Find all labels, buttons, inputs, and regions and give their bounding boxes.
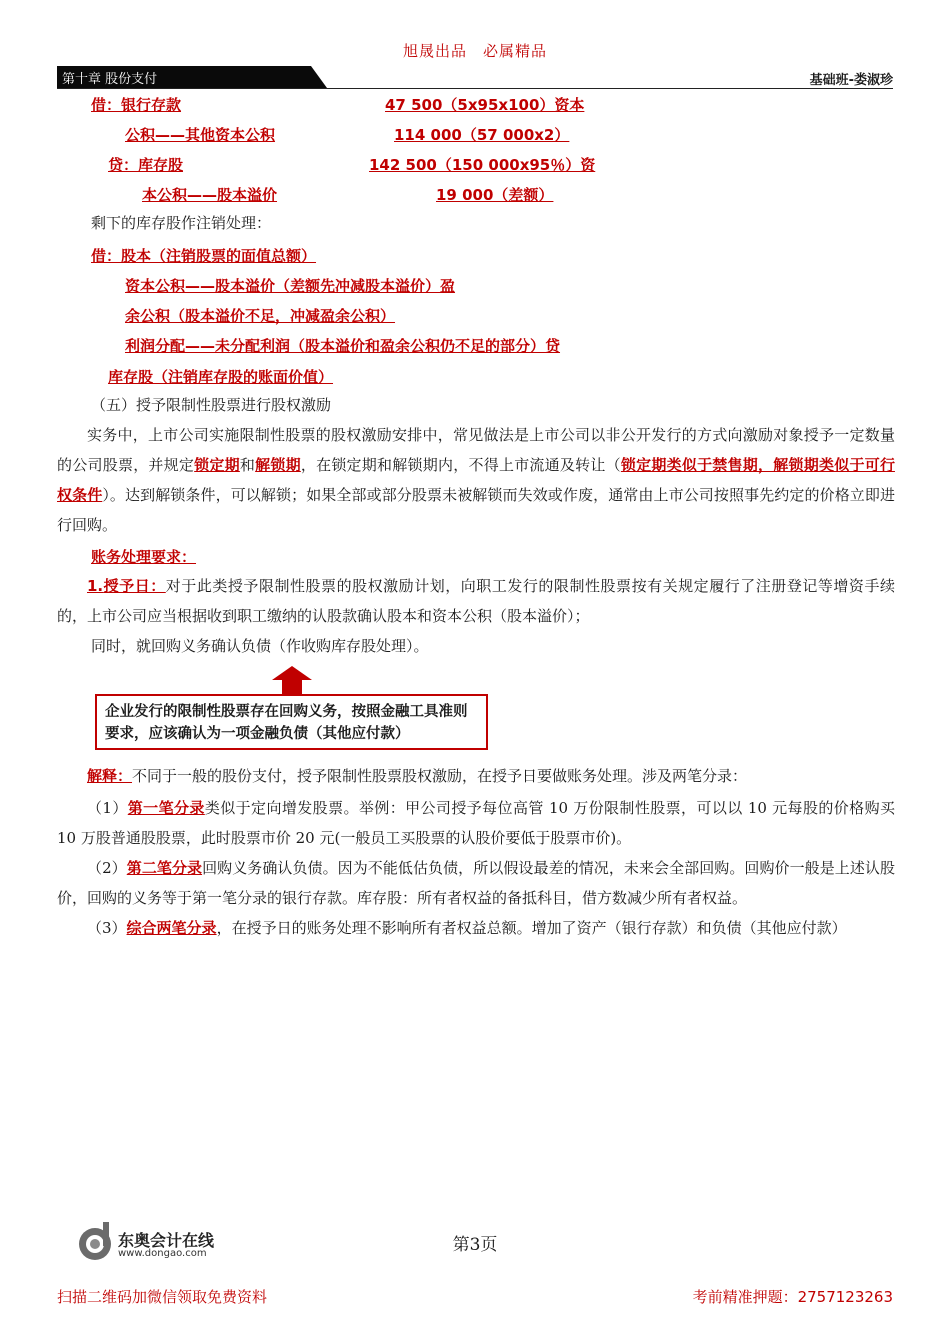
entry2-line-4: 库存股（注销库存股的账面价值）	[108, 368, 334, 386]
entry1-right-1: 114 000（57 000x2）	[394, 126, 570, 144]
item2-num: （2）	[87, 859, 127, 877]
entry1-left-3: 本公积——股本溢价	[142, 186, 278, 204]
explain-label: 解释：	[87, 767, 133, 785]
entry1-right-0: 47 500（5x95x100）资本	[385, 96, 585, 114]
logo-url: www.dongao.com	[118, 1248, 207, 1259]
logo-name: 东奥会计在线	[118, 1231, 215, 1250]
entry1-right-2: 142 500（150 000x95％）资	[369, 156, 596, 174]
course-title: 基础班-娄淑珍	[809, 73, 893, 88]
p1-c: ，在锁定期和解锁期内，不得上市流通及转让（	[300, 456, 621, 474]
accounting-title: 账务处理要求：	[91, 548, 197, 566]
item1-text: 类似于定向增发股票。举例：甲公司授予每位高管 10 万份限制性股票，可以以 10 元每股的价格购买 10 万股普通股股票，此时股票市价 20 元(一般员工买股票的认股价要低于股票市价)。	[57, 799, 895, 847]
entry1-left-1: 公积——其他资本公积	[125, 126, 276, 144]
header-divider	[57, 88, 893, 89]
page-number: 第3页	[452, 1235, 498, 1255]
keyword-lock-period: 锁定期	[194, 456, 240, 474]
explain-text: 不同于一般的股份支付，授予限制性股票股权激励，在授予日要做账务处理。涉及两笔分录：	[132, 767, 748, 785]
callout-box: 企业发行的限制性股票存在回购义务，按照金融工具准则要求，应该确认为一项金融负债（其他应付款）	[95, 694, 488, 750]
footer-left-text: 扫描二维码加微信领取免费资料	[57, 1288, 268, 1306]
item1-keyword: 第一笔分录	[127, 799, 205, 817]
item3-text: ，在授予日的账务处理不影响所有者权益总额。增加了资产（银行存款）和负债（其他应付款）	[216, 919, 847, 937]
grant-number: 1.	[87, 577, 104, 595]
footer-right-text: 考前精准押题：2757123263	[692, 1288, 893, 1306]
paragraph-lockup	[57, 420, 895, 540]
chapter-title: 第十章 股份支付	[62, 72, 158, 87]
entry2-line-3: 利润分配——未分配利润（股本溢价和盈余公积仍不足的部分）贷	[125, 337, 561, 355]
meanwhile-text: 同时，就回购义务确认负债（作收购库存股处理）。	[91, 637, 429, 655]
arrow-up-icon	[272, 666, 312, 694]
entry1-right-3: 19 000（差额）	[436, 186, 554, 204]
p1-d: ）。达到解锁条件，可以解锁；如果全部或部分股票未被解锁而失效或作废，通常由上市公司按照事先约定的价格立即进行回购。	[57, 486, 895, 534]
paragraph-explain	[57, 761, 895, 791]
keyword-analogy: 锁定期类似于禁售期，解锁期类似于可行权条件	[57, 456, 895, 504]
item3-num: （3）	[87, 919, 127, 937]
paragraph-grant-date	[57, 571, 895, 631]
grant-label: 授予日：	[103, 577, 166, 595]
entry1-left-0: 借：银行存款	[91, 96, 182, 114]
entry1-left-2: 贷：库存股	[108, 156, 184, 174]
grant-text: 对于此类授予限制性股票的股权激励计划，向职工发行的限制性股票按有关规定履行了注册登记等增资手续的，上市公司应当根据收到职工缴纳的认股款确认股本和资本公积（股本溢价）；	[57, 577, 895, 625]
entry2-line-2: 余公积（股本溢价不足，冲减盈余公积）	[125, 307, 396, 325]
list-item-3	[57, 913, 895, 943]
keyword-unlock-period: 解锁期	[255, 456, 301, 474]
p1-b: 和	[239, 456, 256, 474]
item2-text: 回购义务确认负债。因为不能低估负债，所以假设最差的情况，未来会全部回购。回购价一般是上述认股价，回购的义务等于第一笔分录的银行存款。库存股：所有者权益的备抵科目，借方数减少所有者权益。	[57, 859, 895, 907]
entry2-line-0: 借：股本（注销股票的面值总额）	[91, 247, 317, 265]
entry2-line-1: 资本公积——股本溢价（差额先冲减股本溢价）盈	[125, 277, 456, 295]
list-item-1	[57, 793, 895, 853]
section5-title: （五）授予限制性股票进行股权激励	[91, 396, 332, 414]
item3-keyword: 综合两笔分录	[126, 919, 217, 937]
item2-keyword: 第二笔分录	[126, 859, 203, 877]
item1-num: （1）	[87, 799, 128, 817]
remain-note: 剩下的库存股作注销处理：	[91, 214, 272, 232]
p1-a: 实务中，上市公司实施限制性股票的股权激励安排中，常见做法是上市公司以非公开发行的方式向激励对象授予一定数量的公司股票，并规定	[57, 426, 895, 474]
top-banner: 旭晟出品 必属精品	[402, 42, 547, 60]
list-item-2	[57, 853, 895, 913]
